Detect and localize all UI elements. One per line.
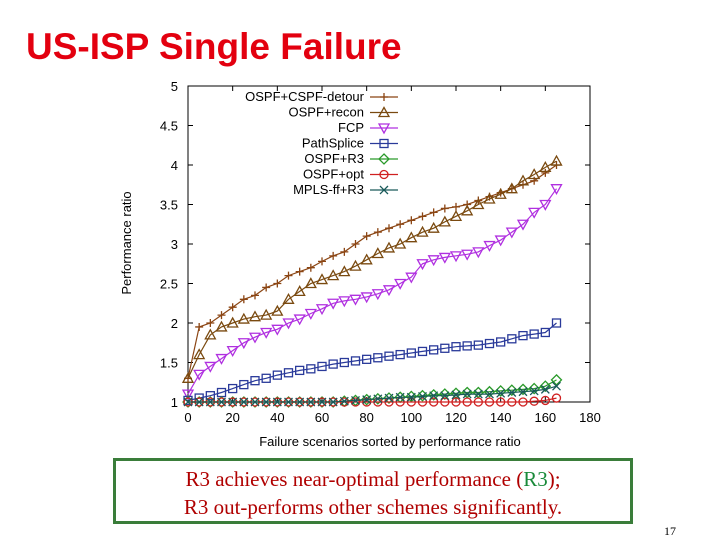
data-point [419, 212, 427, 220]
legend-label: OSPF+opt [302, 166, 364, 182]
caption-box [113, 458, 633, 524]
data-point [396, 220, 404, 228]
caption-text-a: R3 achieves near-optimal performance ( [185, 467, 524, 491]
x-tick-label: 60 [314, 410, 330, 425]
series-fcp [183, 185, 562, 399]
data-point [296, 268, 304, 276]
data-point [385, 224, 393, 232]
data-point [262, 283, 270, 291]
x-tick-label: 20 [225, 410, 240, 425]
legend-label: PathSplice [301, 135, 364, 151]
data-point [541, 169, 549, 177]
x-tick-label: 160 [534, 410, 557, 425]
data-point [195, 323, 203, 331]
legend-label: OSPF+R3 [304, 151, 364, 166]
x-tick-label: 80 [359, 410, 374, 425]
x-tick-label: 180 [579, 410, 601, 425]
legend-label: MPLS-ff+R3 [293, 182, 364, 197]
data-point [340, 248, 348, 256]
data-point [318, 257, 326, 265]
legend-label: OSPF+CSPF-detour [245, 89, 364, 104]
data-point [251, 291, 259, 299]
legend-label: FCP [338, 120, 364, 135]
data-point [240, 295, 248, 303]
page-number: 17 [664, 524, 676, 538]
legend-label: OSPF+recon [288, 104, 364, 120]
data-point [363, 232, 371, 240]
data-point [430, 208, 438, 216]
data-point [452, 203, 460, 211]
data-point [285, 272, 293, 280]
y-tick-label: 2.5 [159, 276, 178, 292]
data-point [352, 240, 360, 248]
y-tick-label: 4 [170, 158, 178, 173]
caption-line-2: R3 out-performs other schemes significantly. [183, 495, 563, 519]
series-pathsplice [184, 319, 561, 404]
y-tick-label: 5 [170, 79, 178, 94]
y-tick-label: 3 [170, 237, 178, 252]
y-axis-label: Performance ratio [119, 191, 134, 295]
x-tick-label: 100 [400, 410, 423, 425]
x-axis-label: Failure scenarios sorted by performance ratio [259, 434, 521, 449]
data-point [553, 382, 561, 390]
data-point [273, 280, 281, 288]
data-point [553, 394, 561, 402]
series-line [188, 189, 557, 394]
data-point [407, 216, 415, 224]
y-tick-label: 3.5 [159, 197, 178, 213]
y-tick-label: 2 [170, 316, 178, 331]
x-tick-label: 120 [445, 410, 467, 425]
slide-title: US-ISP Single Failure [26, 26, 402, 67]
data-point [206, 319, 214, 327]
chart-legend [245, 89, 398, 197]
caption-text-b: ); [547, 467, 561, 491]
data-point [307, 264, 315, 272]
legend-marker [380, 93, 388, 101]
data-point [374, 228, 382, 236]
data-point [229, 303, 237, 311]
x-tick-label: 140 [489, 410, 512, 425]
data-point [441, 204, 449, 212]
data-point [218, 311, 226, 319]
x-tick-label: 40 [270, 410, 285, 425]
caption-highlight: R3 [523, 467, 548, 491]
y-tick-label: 4.5 [159, 118, 178, 134]
chart-series [183, 156, 562, 407]
y-tick-label: 1 [170, 395, 178, 410]
data-point [329, 252, 337, 260]
caption-line-1 [116, 465, 630, 493]
y-tick-label: 1.5 [159, 355, 178, 371]
x-tick-label: 0 [184, 410, 192, 425]
